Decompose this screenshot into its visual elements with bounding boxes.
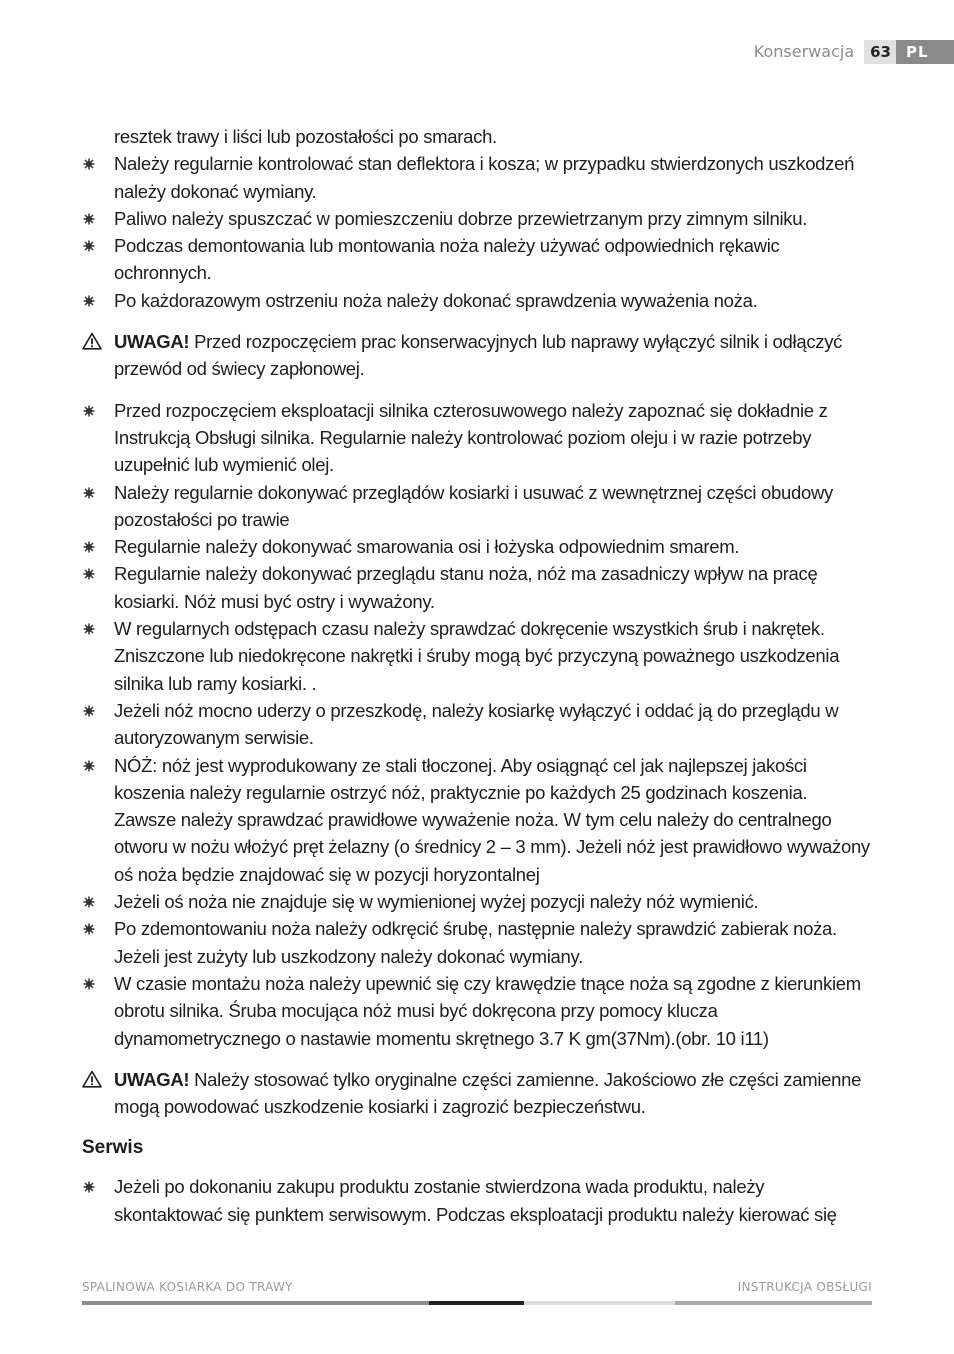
footer-bar bbox=[82, 1301, 872, 1305]
bullet-icon bbox=[83, 896, 95, 908]
list-item-text: Po zdemontowaniu noża należy odkręcić śrubę, następnie należy sprawdzić zabierak noża. Jeżeli jest zużyty lub uszkodzony należy dokonać wymiany. bbox=[114, 918, 837, 967]
bullet-icon bbox=[83, 541, 95, 553]
list-item-text: Przed rozpoczęciem eksploatacji silnika czterosuwowego należy zapoznać się dokładnie z Instrukcją Obsługi silnika. Regularnie należy kontrolować poziom oleju i w razie potrzeby uzupełnić lub wymienić olej. bbox=[114, 399, 828, 476]
list-item bbox=[82, 615, 874, 697]
list-item bbox=[82, 205, 874, 232]
bullet-icon bbox=[83, 158, 95, 170]
list-item-text: W regularnych odstępach czasu należy sprawdzać dokręcenie wszystkich śrub i nakrętek. Zniszczone lub niedokręcone nakrętki i śruby mogą być przyczyną poważnego uszkodzenia silnika lub ramy kosiarki. . bbox=[114, 618, 840, 694]
list-item bbox=[82, 533, 874, 560]
footer-doc-type: INSTRUKCJA OBSŁUGI bbox=[737, 1280, 872, 1294]
bullet-icon bbox=[83, 295, 95, 307]
warning-notice bbox=[82, 328, 874, 383]
list-item-text: Paliwo należy spuszczać w pomieszczeniu dobrze przewietrzanym przy zimnym silniku. bbox=[114, 207, 808, 229]
list-item-text: Należy regularnie kontrolować stan deflektora i kosza; w przypadku stwierdzonych uszkodzeń należy dokonać wymiany. bbox=[114, 153, 855, 202]
bullet-icon bbox=[83, 623, 95, 635]
list-item-text: NÓŻ: nóż jest wyprodukowany ze stali tłoczonej. Aby osiągnąć cel jak najlepszej jakości koszenia należy regularnie ostrzyć nóż, praktycznie po każdych 25 godzinach koszenia. Zawsze należy sprawdzać prawidłowe wyważenie noża. W tym celu należy do centralnego otworu w nożu włożyć pręt żelazny (o średnicy 2 – 3 mm). Jeżeli nóż jest prawidłowo wyważony oś noża będzie znajdować się w pozycji horyzontalnej bbox=[114, 754, 870, 885]
bullet-icon bbox=[83, 405, 95, 417]
list-item-text: Regularnie należy dokonywać przeglądu stanu noża, nóż ma zasadniczy wpływ na pracę kosiarki. Nóż musi być ostry i wyważony. bbox=[114, 563, 818, 612]
list-item-text: resztek trawy i liści lub pozostałości po smarach. bbox=[114, 126, 497, 147]
intro-list bbox=[82, 123, 874, 314]
list-item bbox=[82, 752, 874, 888]
page-header bbox=[754, 40, 954, 64]
page-content bbox=[82, 123, 874, 1228]
list-item-text: Podczas demontowania lub montowania noża należy używać odpowiednich rękawic ochronnych. bbox=[114, 235, 780, 284]
section-heading: Serwis bbox=[82, 1137, 144, 1159]
list-item bbox=[82, 888, 874, 915]
list-item-text: Po każdorazowym ostrzeniu noża należy dokonać sprawdzenia wyważenia noża. bbox=[114, 289, 758, 311]
continued-text bbox=[82, 123, 874, 150]
list-item bbox=[82, 697, 874, 752]
service-list bbox=[82, 1173, 874, 1228]
bullet-icon bbox=[83, 240, 95, 252]
bullet-icon bbox=[83, 760, 95, 772]
page-number: 63 bbox=[864, 40, 896, 64]
bullet-icon bbox=[83, 487, 95, 499]
list-item bbox=[82, 479, 874, 534]
list-item bbox=[82, 150, 874, 205]
list-item-text: Jeżeli oś noża nie znajduje się w wymienionej wyżej pozycji należy nóż wymienić. bbox=[114, 891, 759, 913]
bullet-icon bbox=[83, 213, 95, 225]
language-tag: PL bbox=[896, 40, 954, 64]
warning-notice bbox=[82, 1066, 874, 1121]
list-item bbox=[82, 397, 874, 479]
section-title: Konserwacja bbox=[753, 42, 855, 61]
bullet-icon bbox=[83, 978, 95, 990]
warning-icon bbox=[82, 1070, 102, 1088]
warning-icon bbox=[82, 332, 102, 350]
bullet-icon bbox=[83, 568, 95, 580]
footer-product-name: SPALINOWA KOSIARKA DO TRAWY bbox=[82, 1280, 293, 1294]
warning-text: Przed rozpoczęciem prac konserwacyjnych lub naprawy wyłączyć silnik i odłączyć przewód od świecy zapłonowej. bbox=[114, 331, 843, 380]
list-item bbox=[82, 915, 874, 970]
list-item bbox=[82, 232, 874, 287]
bullet-icon bbox=[83, 705, 95, 717]
list-item-text: Jeżeli nóż mocno uderzy o przeszkodę, należy kosiarkę wyłączyć i oddać ją do przeglądu w autoryzowanym serwisie. bbox=[114, 699, 839, 749]
list-item-text: W czasie montażu noża należy upewnić się czy krawędzie tnące noża są zgodne z kierunkiem obrotu silnika. Śruba mocująca nóż musi być dokręcona przy pomocy klucza dynamometrycznego o nastawie momentu skrętnego 3.7 K gm(37Nm).(obr. 10 i11) bbox=[114, 972, 861, 1049]
list-item bbox=[82, 1173, 874, 1228]
warning-label: UWAGA! bbox=[114, 1068, 190, 1090]
list-item-text: Jeżeli po dokonaniu zakupu produktu zostanie stwierdzona wada produktu, należy skontaktować się punktem serwisowym. Podczas eksploatacji produktu należy kierować się bbox=[114, 1176, 837, 1225]
list-item bbox=[82, 970, 874, 1052]
maintenance-list bbox=[82, 397, 874, 1052]
bullet-icon bbox=[83, 923, 95, 935]
list-item-text: Należy regularnie dokonywać przeglądów kosiarki i usuwać z wewnętrznej części obudowy pozostałości po trawie bbox=[114, 481, 833, 530]
list-item-text: Regularnie należy dokonywać smarowania osi i łożyska odpowiednim smarem. bbox=[114, 536, 740, 558]
list-item bbox=[82, 287, 874, 314]
bullet-icon bbox=[83, 1181, 95, 1193]
warning-label: UWAGA! bbox=[114, 331, 190, 353]
list-item bbox=[82, 560, 874, 615]
warning-text: Należy stosować tylko oryginalne części zamienne. Jakościowo złe części zamienne mogą powodować uszkodzenie kosiarki i zagrozić bezpieczeństwu. bbox=[114, 1068, 862, 1118]
